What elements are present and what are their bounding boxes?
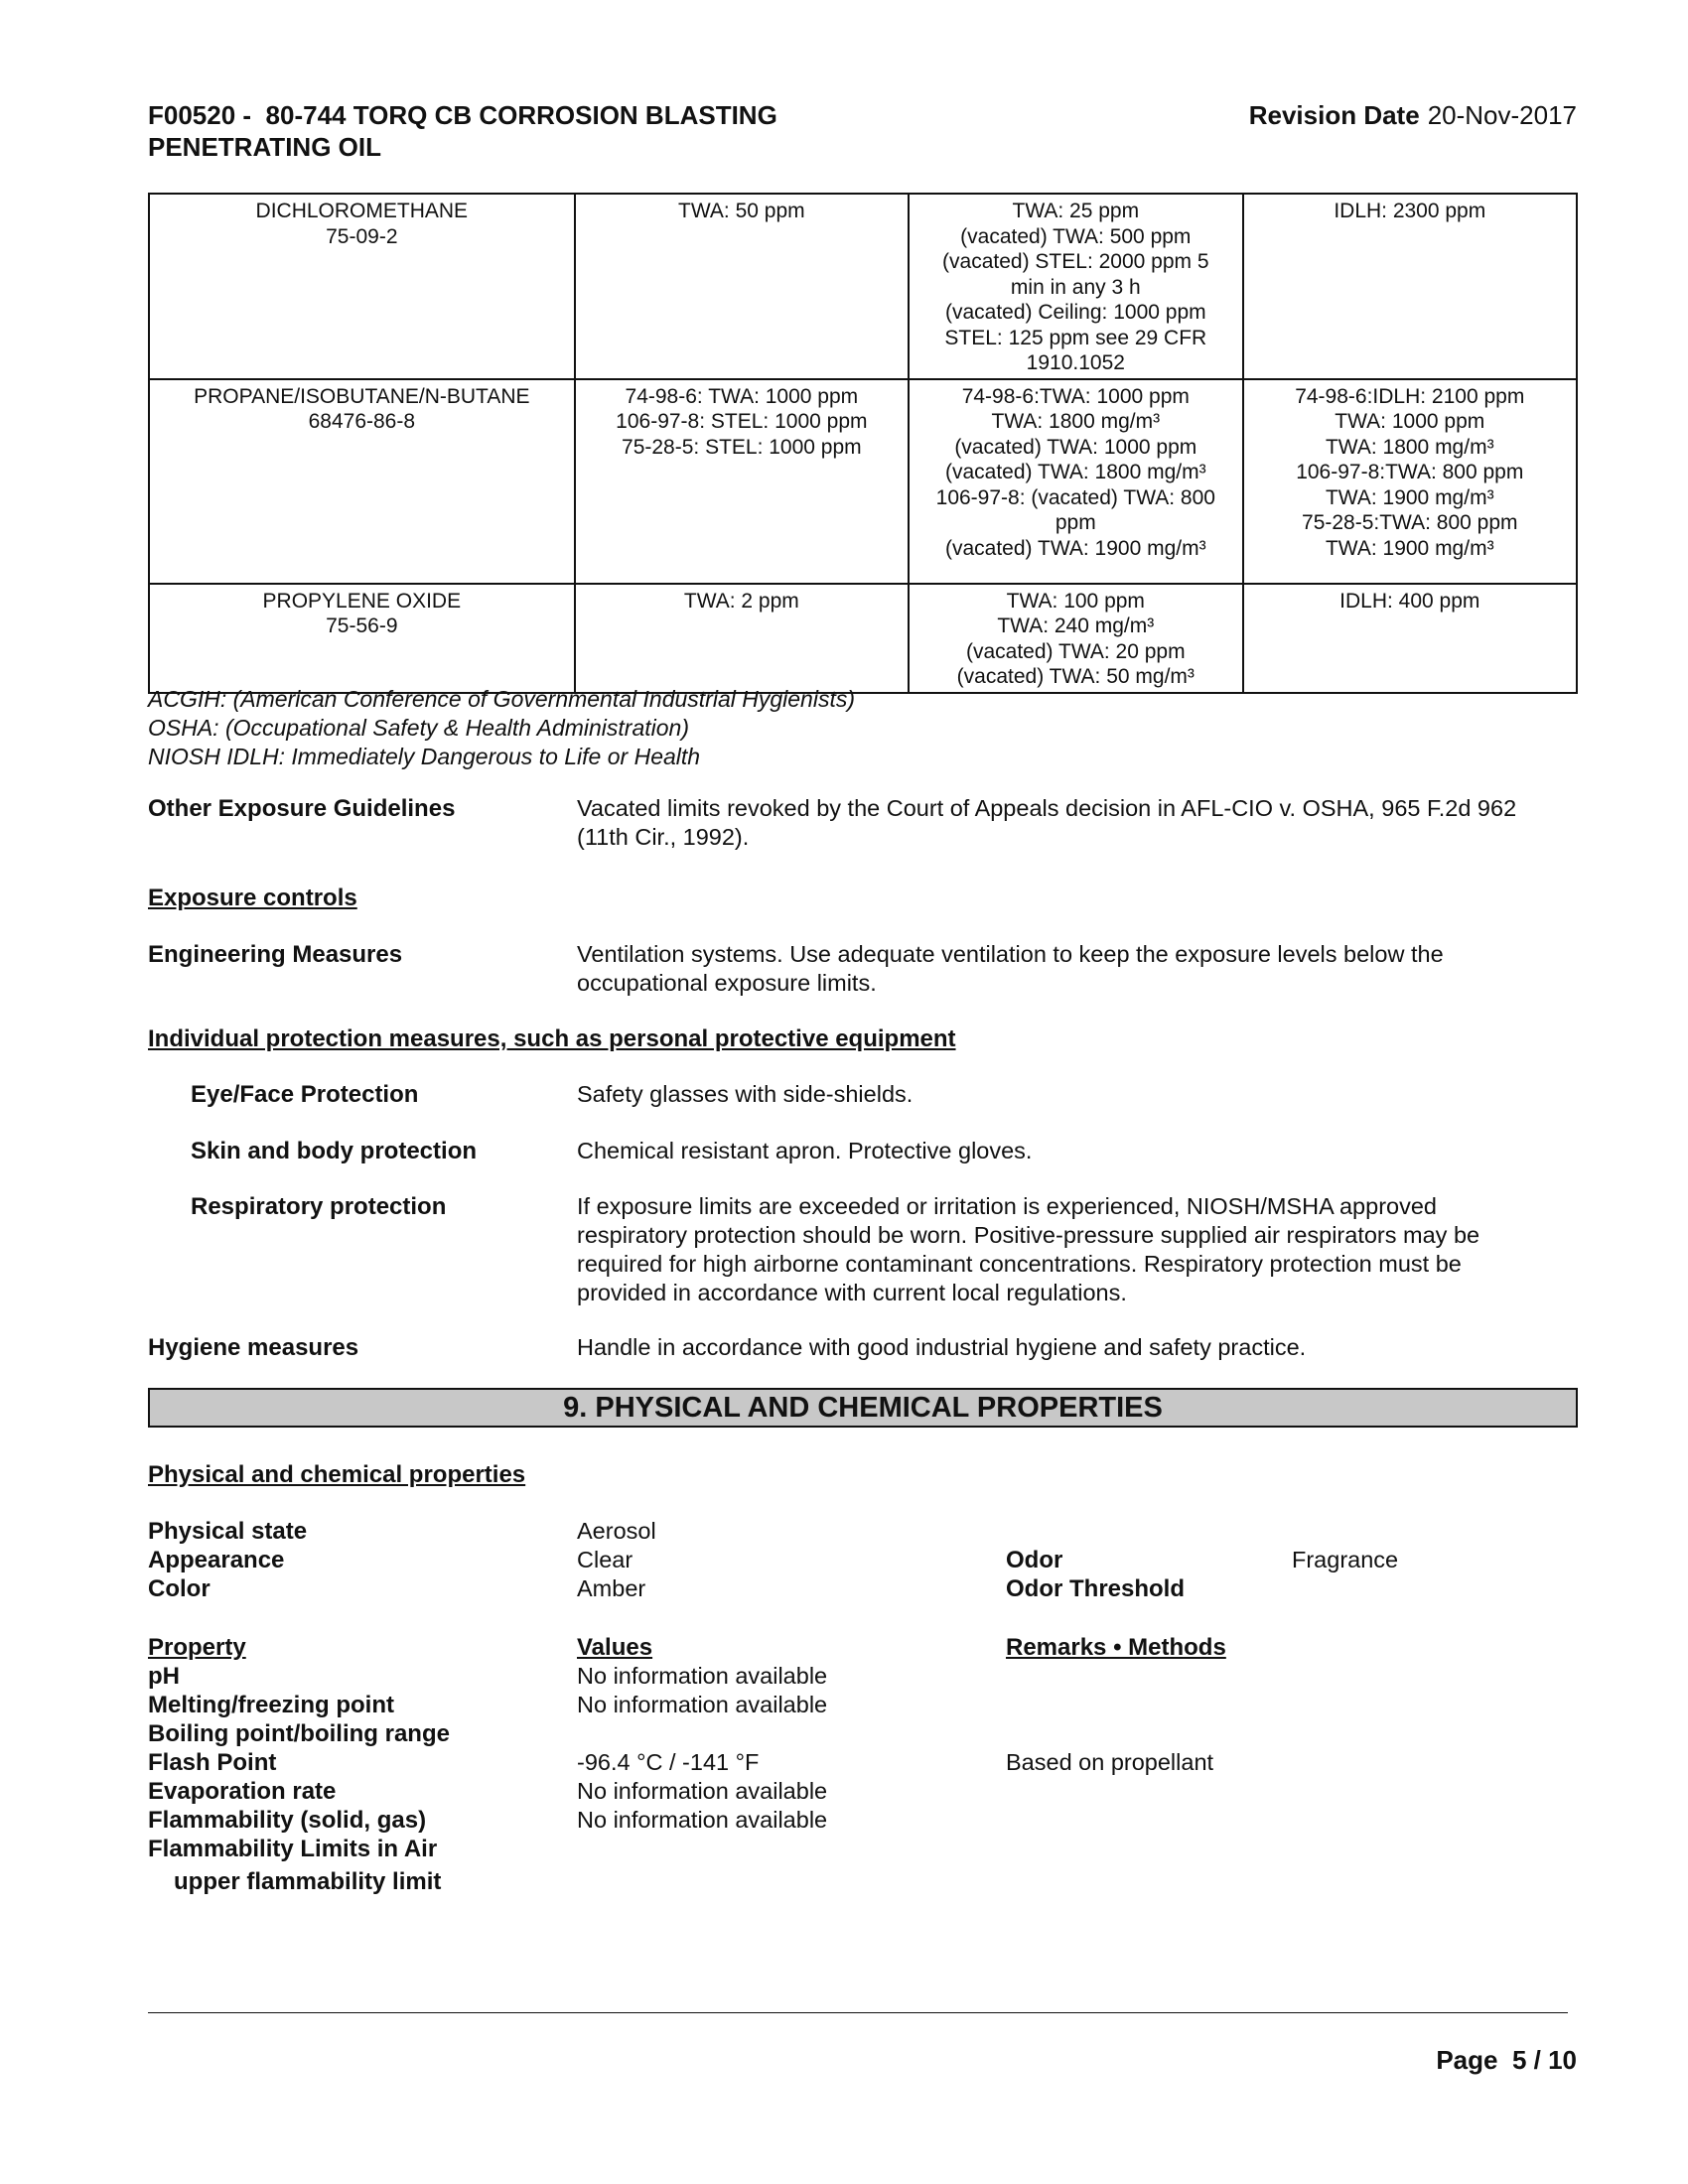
other-exposure-line1: Vacated limits revoked by the Court of Appeals decision in AFL-CIO v. OSHA, 965 F.2d 962 bbox=[577, 795, 1517, 821]
other-exposure-value bbox=[577, 794, 1580, 852]
cell-line: IDLH: 400 ppm bbox=[1339, 589, 1480, 613]
ppe-heading: Individual protection measures, such as personal protective equipment bbox=[148, 1025, 956, 1052]
cell-line: TWA: 1800 mg/m³ bbox=[991, 410, 1161, 433]
skin-protection-label: Skin and body protection bbox=[191, 1138, 478, 1164]
cell-line: 74-98-6: TWA: 1000 ppm bbox=[625, 384, 859, 408]
cell-line: TWA: 1000 ppm bbox=[1335, 410, 1485, 433]
property-remarks bbox=[1006, 1662, 1213, 1863]
revision-label: Revision Date bbox=[1248, 100, 1420, 130]
property-name: pH bbox=[148, 1663, 180, 1690]
cell-line: (vacated) Ceiling: 1000 ppm bbox=[944, 301, 1206, 324]
property-remark bbox=[1006, 1662, 1213, 1691]
other-exposure-line2: (11th Cir., 1992). bbox=[577, 824, 750, 850]
cell-line: 1910.1052 bbox=[1026, 351, 1125, 374]
product-name-line1: 80-744 TORQ CB CORROSION BLASTING bbox=[265, 100, 777, 130]
hygiene-measures-value: Handle in accordance with good industrial hygiene and safety practice. bbox=[577, 1334, 1307, 1360]
property-value: No information available bbox=[577, 1663, 828, 1689]
page-label: Page bbox=[1436, 2045, 1498, 2075]
page-value: 5 / 10 bbox=[1511, 2045, 1577, 2075]
cell-line: 106-97-8:TWA: 800 ppm bbox=[1296, 461, 1524, 483]
niosh-idlh-cell bbox=[1243, 584, 1577, 693]
property-name: Flammability (solid, gas) bbox=[148, 1807, 427, 1834]
section-9-heading: 9. PHYSICAL AND CHEMICAL PROPERTIES bbox=[148, 1388, 1578, 1428]
property-names bbox=[148, 1662, 450, 1863]
acgih-tlv-cell bbox=[575, 379, 909, 584]
table-row bbox=[149, 194, 1577, 379]
odor-threshold-label: Odor Threshold bbox=[1006, 1575, 1185, 1602]
chemical-name-cell bbox=[149, 194, 575, 379]
resp-line4: provided in accordance with current local regulations. bbox=[577, 1280, 1127, 1305]
physical-state-value: Aerosol bbox=[577, 1518, 656, 1544]
property-name: Melting/freezing point bbox=[148, 1692, 394, 1718]
engineering-measures-value bbox=[577, 940, 1580, 998]
cell-line: (vacated) STEL: 2000 ppm 5 bbox=[942, 250, 1209, 273]
cell-line: (vacated) TWA: 500 ppm bbox=[960, 224, 1192, 248]
respiratory-protection-label: Respiratory protection bbox=[191, 1193, 447, 1220]
cell-line: TWA: 240 mg/m³ bbox=[997, 614, 1155, 637]
osha-pel-cell bbox=[909, 584, 1243, 693]
exposure-controls-heading: Exposure controls bbox=[148, 885, 357, 911]
niosh-idlh-cell bbox=[1243, 379, 1577, 584]
legend-niosh: NIOSH IDLH: Immediately Dangerous to Life or Health bbox=[148, 744, 701, 769]
engineering-line1: Ventilation systems. Use adequate ventilation to keep the exposure levels below the bbox=[577, 941, 1444, 967]
cell-line: 106-97-8: STEL: 1000 ppm bbox=[616, 410, 868, 433]
cell-line: TWA: 25 ppm bbox=[1012, 200, 1140, 222]
niosh-idlh-cell bbox=[1243, 194, 1577, 379]
cell-line: TWA: 1900 mg/m³ bbox=[1325, 536, 1494, 560]
cell-line: (vacated) TWA: 1900 mg/m³ bbox=[945, 536, 1206, 560]
color-label: Color bbox=[148, 1575, 211, 1602]
cell-line: (vacated) TWA: 50 mg/m³ bbox=[956, 665, 1195, 688]
resp-line3: required for high airborne contaminant concentrations. Respiratory protection must be bbox=[577, 1251, 1462, 1277]
property-remark bbox=[1006, 1835, 1213, 1863]
property-remark bbox=[1006, 1691, 1213, 1719]
osha-pel-cell bbox=[909, 194, 1243, 379]
chemical-name-cell bbox=[149, 379, 575, 584]
cell-line: IDLH: 2300 ppm bbox=[1334, 200, 1486, 222]
osha-pel-cell bbox=[909, 379, 1243, 584]
physical-state-label: Physical state bbox=[148, 1518, 308, 1545]
revision-date: 20-Nov-2017 bbox=[1427, 100, 1577, 130]
cell-line: 75-09-2 bbox=[326, 224, 398, 248]
acgih-tlv-cell bbox=[575, 584, 909, 693]
values-column-header: Values bbox=[577, 1634, 653, 1661]
abbreviation-legend bbox=[148, 685, 855, 771]
physical-chemical-subheading: Physical and chemical properties bbox=[148, 1461, 526, 1488]
property-name: Evaporation rate bbox=[148, 1778, 337, 1805]
table-row bbox=[149, 379, 1577, 584]
odor-label: Odor bbox=[1006, 1547, 1063, 1573]
product-name-line2: PENETRATING OIL bbox=[148, 132, 381, 162]
legend-osha: OSHA: (Occupational Safety & Health Administration) bbox=[148, 715, 689, 741]
property-column-header: Property bbox=[148, 1634, 246, 1661]
revision-date-block bbox=[1249, 99, 1577, 131]
cell-line: PROPANE/ISOBUTANE/N-BUTANE bbox=[194, 384, 530, 408]
property-remark bbox=[1006, 1719, 1213, 1748]
cell-line: (vacated) TWA: 20 ppm bbox=[966, 639, 1186, 663]
property-name: Boiling point/boiling range bbox=[148, 1720, 450, 1747]
legend-acgih: ACGIH: (American Conference of Governmental Industrial Hygienists) bbox=[148, 686, 856, 712]
property-value: No information available bbox=[577, 1778, 828, 1804]
appearance-value: Clear bbox=[577, 1547, 633, 1572]
property-value: No information available bbox=[577, 1692, 828, 1717]
cell-line: 75-56-9 bbox=[326, 614, 398, 637]
cell-line: DICHLOROMETHANE bbox=[255, 200, 469, 222]
skin-protection-value: Chemical resistant apron. Protective gloves. bbox=[577, 1138, 1033, 1163]
property-remark bbox=[1006, 1777, 1213, 1806]
table-row bbox=[149, 584, 1577, 693]
cell-line: (vacated) TWA: 1000 ppm bbox=[954, 435, 1197, 459]
cell-line: (vacated) TWA: 1800 mg/m³ bbox=[945, 461, 1206, 483]
remarks-column-header: Remarks • Methods bbox=[1006, 1634, 1226, 1661]
basic-properties-labels bbox=[148, 1517, 307, 1603]
cell-line: 75-28-5:TWA: 800 ppm bbox=[1302, 511, 1518, 534]
property-name: Flammability Limits in Air bbox=[148, 1836, 438, 1862]
chemical-name-cell bbox=[149, 584, 575, 693]
upper-flammability-limit-label: upper flammability limit bbox=[174, 1868, 442, 1895]
product-id: F00520 - bbox=[148, 100, 252, 130]
cell-line: 106-97-8: (vacated) TWA: 800 bbox=[935, 485, 1215, 509]
cell-line: 75-28-5: STEL: 1000 ppm bbox=[622, 435, 862, 459]
acgih-tlv-cell bbox=[575, 194, 909, 379]
cell-line: TWA: 2 ppm bbox=[683, 589, 799, 613]
cell-line: ppm bbox=[1055, 511, 1096, 534]
cell-line: 74-98-6:IDLH: 2100 ppm bbox=[1295, 384, 1525, 408]
property-remark bbox=[1006, 1806, 1213, 1835]
cell-line: min in any 3 h bbox=[1010, 275, 1141, 299]
odor-value: Fragrance bbox=[1292, 1547, 1399, 1572]
cell-line: TWA: 1900 mg/m³ bbox=[1325, 485, 1494, 509]
property-remark: Based on propellant bbox=[1006, 1749, 1214, 1775]
engineering-measures-label: Engineering Measures bbox=[148, 941, 403, 968]
cell-line: TWA: 50 ppm bbox=[678, 200, 805, 222]
resp-line2: respiratory protection should be worn. Positive-pressure supplied air respirators may be bbox=[577, 1222, 1480, 1248]
cell-line: PROPYLENE OXIDE bbox=[262, 589, 462, 613]
cell-line: 74-98-6:TWA: 1000 ppm bbox=[961, 384, 1190, 408]
property-value bbox=[577, 1835, 827, 1863]
appearance-label: Appearance bbox=[148, 1547, 285, 1573]
property-name: Flash Point bbox=[148, 1749, 277, 1776]
respiratory-protection-value bbox=[577, 1192, 1580, 1307]
odor-labels bbox=[1006, 1546, 1185, 1603]
cell-line: 68476-86-8 bbox=[308, 410, 416, 433]
property-value: -96.4 °C / -141 °F bbox=[577, 1749, 760, 1775]
basic-properties-values bbox=[577, 1517, 656, 1603]
cell-line: TWA: 100 ppm bbox=[1006, 589, 1145, 613]
cell-line: TWA: 1800 mg/m³ bbox=[1325, 435, 1494, 459]
exposure-limits-table bbox=[148, 193, 1578, 694]
page-number bbox=[1436, 2045, 1577, 2076]
property-value bbox=[577, 1719, 827, 1748]
engineering-line2: occupational exposure limits. bbox=[577, 970, 877, 996]
document-title bbox=[148, 99, 903, 163]
footer-divider bbox=[148, 2012, 1568, 2013]
eye-protection-value: Safety glasses with side-shields. bbox=[577, 1081, 914, 1107]
other-exposure-label: Other Exposure Guidelines bbox=[148, 795, 456, 822]
property-value: No information available bbox=[577, 1807, 828, 1833]
cell-line: STEL: 125 ppm see 29 CFR bbox=[944, 326, 1207, 349]
hygiene-measures-label: Hygiene measures bbox=[148, 1334, 359, 1361]
resp-line1: If exposure limits are exceeded or irritation is experienced, NIOSH/MSHA approved bbox=[577, 1193, 1437, 1219]
color-value: Amber bbox=[577, 1575, 646, 1601]
property-values bbox=[577, 1662, 827, 1863]
eye-protection-label: Eye/Face Protection bbox=[191, 1081, 419, 1108]
